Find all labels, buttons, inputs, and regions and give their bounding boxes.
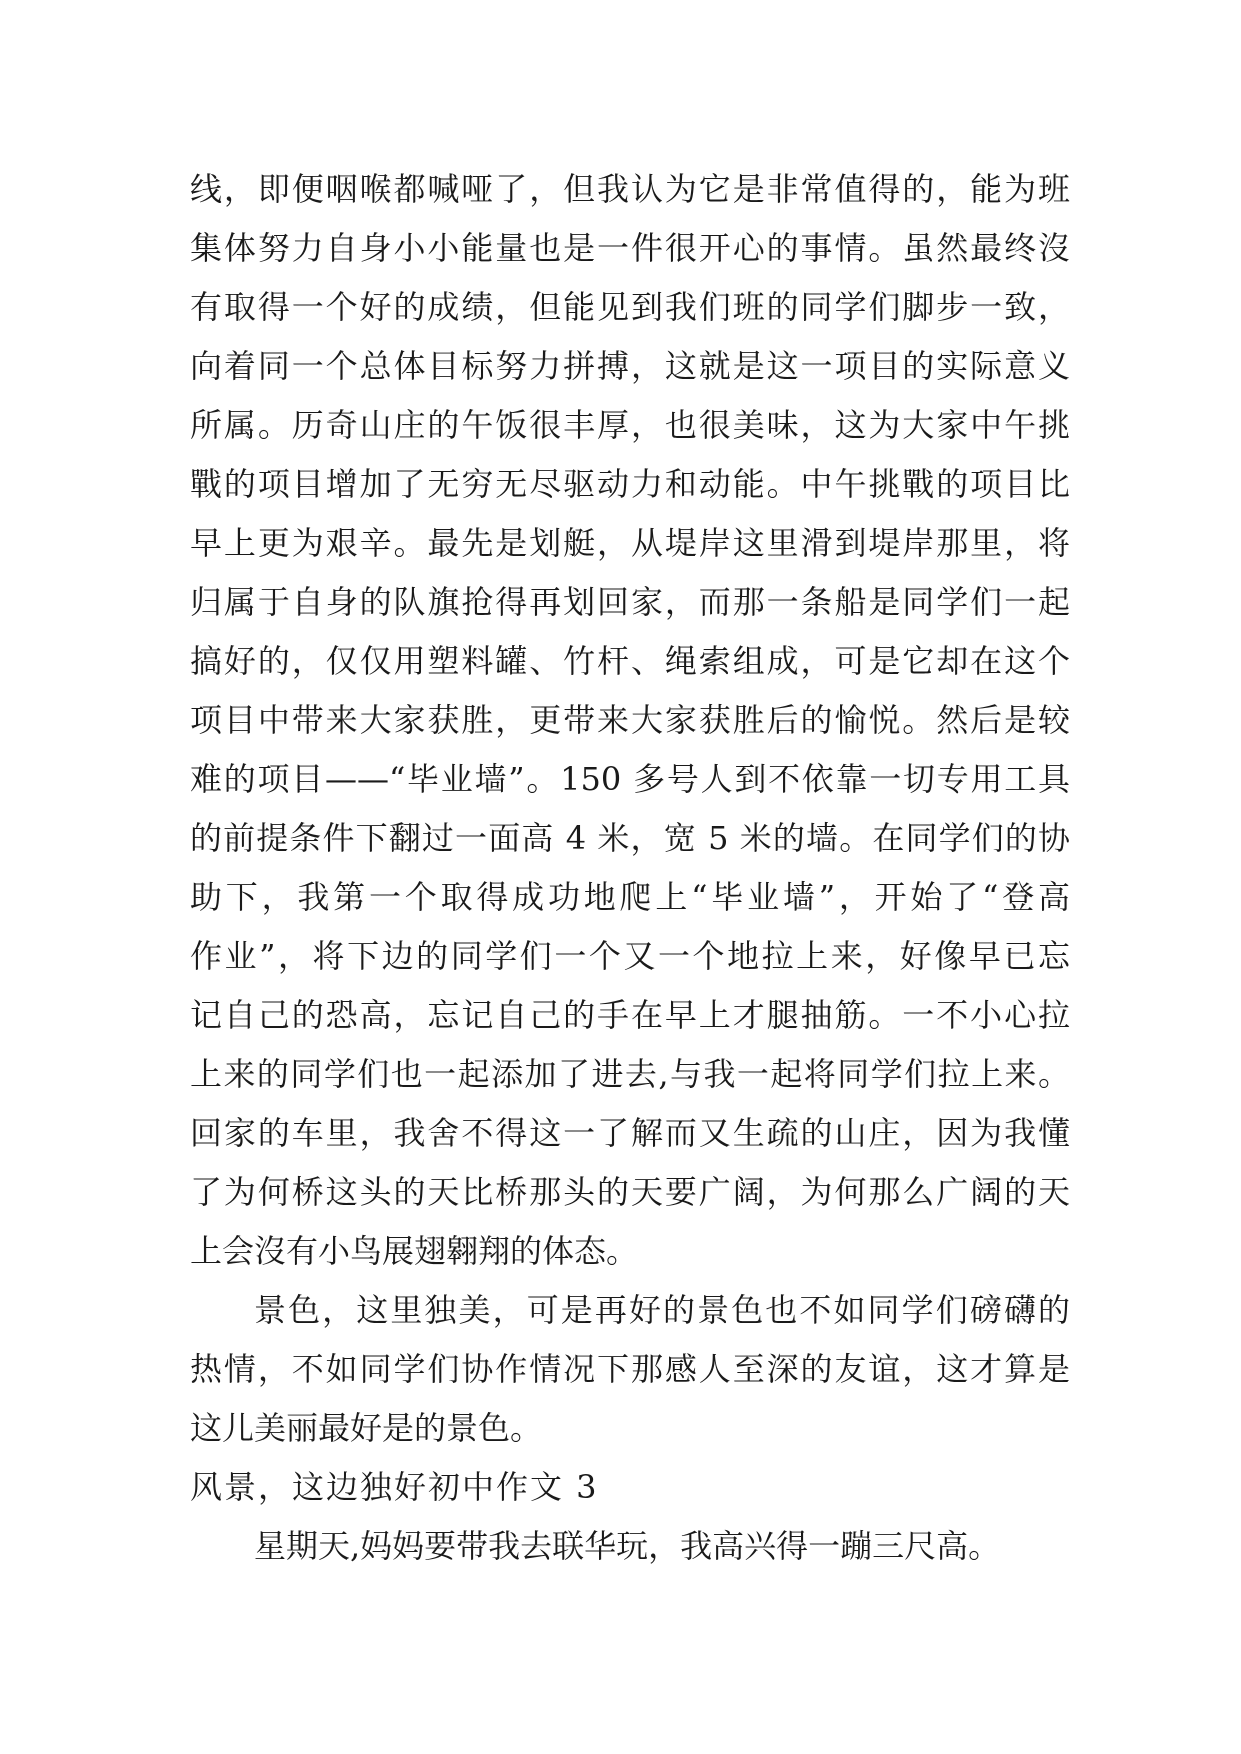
text-line: 热情，不如同学们协作情况下那感人至深的友谊，这才算是 — [190, 1350, 1070, 1388]
text-line: 早上更为艰辛。最先是划艇，从堤岸这里滑到堤岸那里，将 — [190, 524, 1070, 562]
text-line: 项目中带来大家获胜，更带来大家获胜后的愉悦。然后是较 — [190, 701, 1070, 739]
text-line: 记自己的恐高，忘记自己的手在早上才腿抽筋。一不小心拉 — [190, 996, 1070, 1034]
text-line: 助下，我第一个取得成功地爬上“毕业墙”，开始了“登高 — [190, 878, 1070, 916]
text-line: 戰的项目增加了无穷无尽驱动力和动能。中午挑戰的项目比 — [190, 465, 1070, 503]
text-line: 归属于自身的队旗抢得再划回家，而那一条船是同学们一起 — [190, 583, 1070, 621]
paragraph-2 — [190, 1281, 1070, 1458]
text-line: 难的项目——“毕业墙”。150 多号人到不依靠一切专用工具 — [190, 760, 1070, 798]
paragraph-3 — [190, 1517, 1070, 1576]
text-line: 上会沒有小鸟展翅翱翔的体态。 — [190, 1232, 639, 1270]
text-line: 上来的同学们也一起添加了进去,与我一起将同学们拉上来。 — [190, 1055, 1070, 1093]
text-line: 搞好的，仅仅用塑料罐、竹杆、绳索组成，可是它却在这个 — [190, 642, 1070, 680]
text-line: 星期天,妈妈要带我去联华玩，我高兴得一蹦三尺高。 — [254, 1527, 1001, 1565]
text-line: 集体努力自身小小能量也是一件很开心的事情。虽然最终沒 — [190, 229, 1070, 267]
section-title: 风景，这边独好初中作文 3 — [190, 1468, 599, 1506]
text-line: 所属。历奇山庄的午饭很丰厚，也很美味，这为大家中午挑 — [190, 406, 1070, 444]
text-line: 线，即便咽喉都喊哑了，但我认为它是非常值得的，能为班 — [190, 170, 1070, 208]
text-line: 作业”，将下边的同学们一个又一个地拉上来，好像早已忘 — [190, 937, 1070, 975]
text-line: 向着同一个总体目标努力拼搏，这就是这一项目的实际意义 — [190, 347, 1070, 385]
document-body — [190, 160, 1070, 1576]
text-line: 这儿美丽最好是的景色。 — [190, 1409, 543, 1447]
text-line: 景色，这里独美，可是再好的景色也不如同学们磅礴的 — [254, 1291, 1070, 1329]
paragraph-1 — [190, 160, 1070, 1281]
text-line: 回家的车里，我舍不得这一了解而又生疏的山庄，因为我懂 — [190, 1114, 1070, 1152]
text-line: 有取得一个好的成绩，但能见到我们班的同学们脚步一致， — [190, 288, 1070, 326]
text-line: 了为何桥这头的天比桥那头的天要广阔，为何那么广阔的天 — [190, 1173, 1070, 1211]
text-line: 的前提条件下翻过一面高 4 米，宽 5 米的墙。在同学们的协 — [190, 819, 1070, 857]
